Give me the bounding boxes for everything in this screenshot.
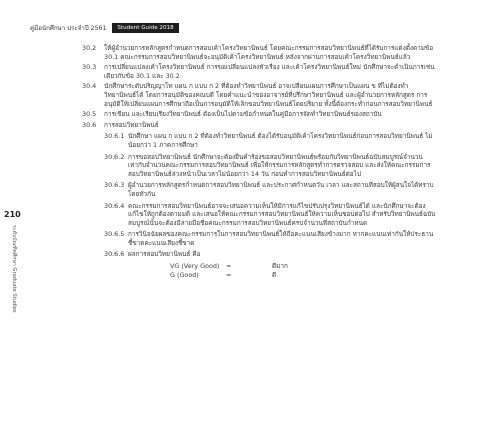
subclause-text: ผลการสอบวิทยานิพนธ์ คือ xyxy=(128,250,201,259)
subclause-text: ผู้อำนวยการหลักสูตรกำหนดการสอบวิทยานิพนธ์ และประกาศกำหนดวัน เวลา และสถานที่สอบให้ผู้สนใจได้ทราบโดยทั่วกัน xyxy=(128,181,434,198)
clause-text: การเขียน และเรียบเรียงวิทยานิพนธ์ ต้องเป็นไปตามข้อกำหนดในคู่มือการจัดทำวิทยานิพนธ์ของสถาบัน xyxy=(104,110,382,119)
subclause-text: การขอสอบวิทยานิพนธ์ นักศึกษาจะต้องยื่นคำร้องขอสอบวิทยานิพนธ์พร้อมกับวิทยานิพนธ์ฉบับสมบูรณ์จำนวนเท่ากับจำนวนคณะกรรมการสอบวิทยานิพนธ์ เพื่อให้กรรมการหลักสูตรทำการตรวจสอบ และส่งให้คณะกรรมการสอบวิทยานิพนธ์ล่วงหน้าเป็นเวลาไม่น้อยกว่า 14 วัน ก่อนทำการสอบวิทยานิพนธ์ต่อไป xyxy=(128,152,431,178)
clause-number: 30.6 xyxy=(82,120,97,129)
clause-text: การเปลี่ยนแปลงเค้าโครงวิทยานิพนธ์ การขอเปลี่ยนแปลงหัวเรื่อง และเค้าโครงวิทยานิพนธ์ใหม่ นักศึกษาจะดำเนินการเช่นเดียวกับข้อ 30.1 และ 30.2 xyxy=(104,63,435,80)
clause-number: 30.4 xyxy=(82,82,97,91)
subclause-text: การวินิจฉัยผลของคณะกรรมการในการสอบวิทยานิพนธ์ให้ถือคะแนนเสียงข้างมาก หากคะแนนเท่ากันให้ประธานชี้ขาดคะแนนเสียงชี้ขาด xyxy=(128,230,434,247)
subclause-30-6-2 xyxy=(104,153,462,179)
clause-text: การสอบวิทยานิพนธ์ xyxy=(104,120,159,129)
clause-text: นักศึกษาระดับปริญญาโท แผน ก แบบ ก 2 ที่ต้องทำวิทยานิพนธ์ อาจเปลี่ยนแผนการศึกษาเป็นแผน ข ที่ไม่ต้องทำวิทยานิพนธ์ได้ โดยการอนุมัติของคณบดี โดยคำแนะนำของอาจารย์ที่ปรึกษาวิทยานิพนธ์ และผู้อำนวยการหลักสูตร การอนุมัติให้เปลี่ยนแผนการศึกษาถือเป็นการอนุมัติให้เลิกขอบวิทยานิพนธ์โดยปริยาย ทั้งนี้ต้องกระทำก่อนการสอบวิทยานิพนธ์ xyxy=(104,82,433,108)
section-label: ระดับบัณฑิตศึกษา Graduate Studies xyxy=(11,225,17,313)
student-guide-badge: Student Guide 2018 xyxy=(112,23,178,33)
clause-number: 30.3 xyxy=(82,63,97,72)
subclause-number: 30.6.6 xyxy=(104,250,125,259)
subclause-30-6-5 xyxy=(104,230,462,247)
grade-list xyxy=(170,262,462,280)
grade-thai: ดีมาก xyxy=(272,262,288,271)
clause-30-2 xyxy=(82,44,462,61)
subclause-30-6-3 xyxy=(104,181,462,198)
subclause-number: 30.6.5 xyxy=(104,230,125,239)
subclause-number: 30.6.3 xyxy=(104,181,125,190)
clause-30-4 xyxy=(82,82,462,108)
clause-30-6 xyxy=(82,121,462,130)
manual-title: คู่มือนักศึกษา ประจำปี 2561 xyxy=(30,25,107,32)
clause-text: ให้ผู้อำนวยการหลักสูตรกำหนดการสอบเค้าโครงวิทยานิพนธ์ โดยคณะกรรมการสอบวิทยานิพนธ์ที่ได้รับการแต่งตั้งตามข้อ 30.1 คณะกรรมการสอบวิทยานิพนธ์จะอนุมัติเค้าโครงวิทยานิพนธ์ หลังจากผ่านการสอบเค้าโครงวิทยานิพนธ์แล้ว xyxy=(104,44,434,61)
subclause-number: 30.6.2 xyxy=(104,152,125,161)
subclause-number: 30.6.1 xyxy=(104,132,125,141)
page-header xyxy=(30,22,179,34)
clause-30-3 xyxy=(82,63,462,80)
subclause-text: นักศึกษา แผน ก แบบ ก 2 ที่ต้องทำวิทยานิพนธ์ ต้องได้รับอนุมัติเค้าโครงวิทยานิพนธ์ก่อนการสอบวิทยานิพนธ์ ไม่น้อยกว่า 1 ภาคการศึกษา xyxy=(128,132,433,149)
subclause-30-6-4 xyxy=(104,202,462,228)
clause-number: 30.5 xyxy=(82,110,97,119)
clause-number: 30.2 xyxy=(82,44,97,52)
grade-code: G (Good) xyxy=(170,271,199,280)
document-body xyxy=(82,44,462,280)
subclause-number: 30.6.4 xyxy=(104,201,125,210)
grade-equals: = xyxy=(226,271,232,280)
grade-code: VG (Very Good) xyxy=(170,262,220,271)
grade-equals: = xyxy=(226,262,232,271)
side-tab xyxy=(2,180,24,313)
page-number: 210 xyxy=(4,210,21,219)
subclause-30-6-1 xyxy=(104,132,462,149)
clause-30-5 xyxy=(82,110,462,119)
grade-row-vg xyxy=(170,262,462,271)
subclause-text: คณะกรรมการสอบวิทยานิพนธ์อาจจะเสนอความเห็นให้มีการแก้ไขปรับปรุงวิทยานิพนธ์ได้ และนักศึกษาจะต้องแก้ไขให้ถูกต้องตามมติ และเสนอให้คณะกรรมการสอบวิทยานิพนธ์ให้ความเห็นชอบต่อไป สำหรับวิทยานิพนธ์ฉบับสมบูรณ์นั้นจะต้องมีลายมือชื่อคณะกรรมการสอบวิทยานิพนธ์ครบจำนวนที่สถาบันกำหนด xyxy=(128,201,436,227)
grade-thai: ดี xyxy=(272,271,277,280)
subclause-30-6-6 xyxy=(104,250,462,259)
grade-row-g xyxy=(170,271,462,280)
